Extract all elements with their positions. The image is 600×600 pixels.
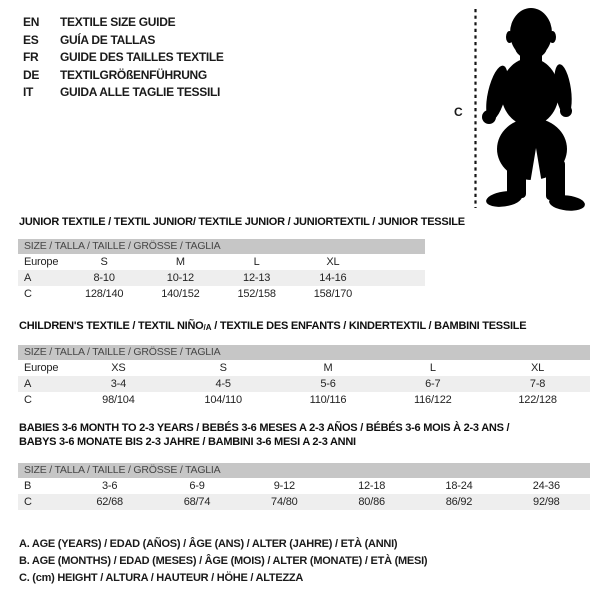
- table-row: [18, 478, 590, 494]
- size-value: 104/110: [204, 394, 242, 406]
- size-value: 10-12: [166, 272, 194, 284]
- section-title-line: BABIES 3-6 MONTH TO 2-3 YEARS / BEBÉS 3-6 MESES A 2-3 AÑOS / BÉBÉS 3-6 MOIS À 2-3 ANS /: [19, 422, 510, 434]
- size-value: 4-5: [215, 378, 231, 390]
- size-value: 98/104: [102, 394, 135, 406]
- size-value: 74/80: [271, 496, 298, 508]
- table-row: [18, 494, 590, 510]
- size-value: 92/98: [533, 496, 560, 508]
- size-value: 6-7: [425, 378, 441, 390]
- size-value: 110/116: [309, 394, 347, 406]
- language-list: [23, 15, 224, 103]
- row-label: Europe: [24, 256, 59, 268]
- size-value: XS: [111, 362, 126, 374]
- size-value: M: [323, 362, 333, 374]
- row-label: C: [24, 288, 32, 300]
- section-title-line: BABYS 3-6 MONATE BIS 2-3 JAHRE / BAMBINI 3-6 MESI A 2-3 ANNI: [19, 436, 356, 448]
- size-value: 8-10: [93, 272, 115, 284]
- height-measure-label: C: [454, 105, 463, 119]
- list-item: [23, 15, 224, 33]
- row-label: A: [24, 378, 32, 390]
- size-value: 6-9: [189, 480, 205, 492]
- size-value: 3-6: [102, 480, 118, 492]
- size-value: 14-16: [319, 272, 347, 284]
- list-item: [23, 33, 224, 51]
- table-body: [18, 478, 590, 510]
- row-label: Europe: [24, 362, 59, 374]
- size-value: 68/74: [183, 496, 211, 508]
- size-table-header: SIZE / TALLA / TAILLE / GRÖSSE / TAGLIA: [18, 345, 590, 360]
- table-row: [18, 270, 425, 286]
- table-row: [18, 376, 590, 392]
- size-value: S: [100, 256, 108, 268]
- size-value: 128/140: [84, 288, 124, 300]
- section-title-children: CHILDREN'S TEXTILE / TEXTIL NIÑO/A / TEXTILE DES ENFANTS / KINDERTEXTIL / BAMBINI TESSILE: [19, 320, 527, 332]
- baby-silhouette-icon: [450, 0, 600, 215]
- guide-title: GUIDE DES TAILLES TEXTILE: [60, 50, 224, 64]
- size-value: 62/68: [96, 496, 123, 508]
- language-code: ES: [23, 32, 39, 47]
- size-value: 3-4: [110, 378, 127, 390]
- table-body: [18, 254, 425, 302]
- size-table-header: SIZE / TALLA / TAILLE / GRÖSSE / TAGLIA: [18, 239, 425, 254]
- size-value: L: [429, 362, 436, 374]
- size-value: 5-6: [320, 378, 336, 390]
- junior-size-table: [18, 239, 425, 302]
- size-value: 18-24: [445, 480, 473, 492]
- language-code: DE: [23, 67, 40, 82]
- size-value: 140/152: [161, 288, 200, 300]
- row-label: C: [24, 496, 32, 508]
- row-label: C: [24, 394, 32, 406]
- legend-line: A. AGE (YEARS) / EDAD (AÑOS) / ÂGE (ANS) / ALTER (JAHRE) / ETÀ (ANNI): [19, 538, 398, 550]
- guide-title: TEXTILE SIZE GUIDE: [60, 15, 176, 29]
- row-label: B: [24, 480, 32, 492]
- list-item: [23, 50, 224, 68]
- section-title-babies: [19, 421, 509, 449]
- size-value: S: [219, 362, 227, 374]
- legend: [19, 536, 427, 587]
- size-value: 80/86: [358, 496, 385, 508]
- size-value: 158/170: [313, 288, 353, 300]
- children-size-table: [18, 345, 590, 408]
- language-code: EN: [23, 15, 40, 29]
- legend-line: B. AGE (MONTHS) / EDAD (MESES) / ÂGE (MOIS) / ALTER (MONATE) / ETÀ (MESI): [19, 555, 428, 567]
- table-row: [18, 360, 590, 376]
- language-code: IT: [23, 85, 34, 99]
- size-value: 7-8: [529, 378, 546, 390]
- size-value: 12-18: [358, 480, 386, 492]
- size-value: XL: [531, 362, 545, 374]
- size-value: 9-12: [273, 480, 295, 492]
- size-table-header: SIZE / TALLA / TAILLE / GRÖSSE / TAGLIA: [18, 463, 590, 478]
- size-value: XL: [326, 256, 340, 268]
- table-body: [18, 360, 590, 408]
- list-item: [23, 85, 224, 103]
- size-value: M: [175, 256, 185, 268]
- size-value: L: [253, 256, 260, 268]
- language-code: FR: [23, 50, 39, 64]
- guide-title: TEXTILGRÖßENFÜHRUNG: [60, 67, 207, 82]
- babies-size-table: [18, 463, 590, 510]
- table-row: [18, 286, 425, 302]
- size-value: 152/158: [237, 288, 276, 300]
- guide-title: GUIDA ALLE TAGLIE TESSILI: [60, 85, 221, 99]
- list-item: [23, 68, 224, 86]
- size-value: 116/122: [414, 394, 452, 406]
- size-value: 122/128: [518, 394, 557, 406]
- table-row: [18, 254, 425, 270]
- size-value: 24-36: [532, 480, 560, 492]
- row-label: A: [24, 272, 32, 284]
- table-row: [18, 392, 590, 408]
- section-title-junior: JUNIOR TEXTILE / TEXTIL JUNIOR/ TEXTILE JUNIOR / JUNIORTEXTIL / JUNIOR TESSILE: [19, 216, 465, 228]
- size-value: 12-13: [243, 272, 271, 284]
- legend-line: C. (cm) HEIGHT / ALTURA / HAUTEUR / HÖHE / ALTEZZA: [19, 572, 304, 584]
- size-value: 86/92: [445, 496, 473, 508]
- guide-title: GUÍA DE TALLAS: [60, 32, 156, 47]
